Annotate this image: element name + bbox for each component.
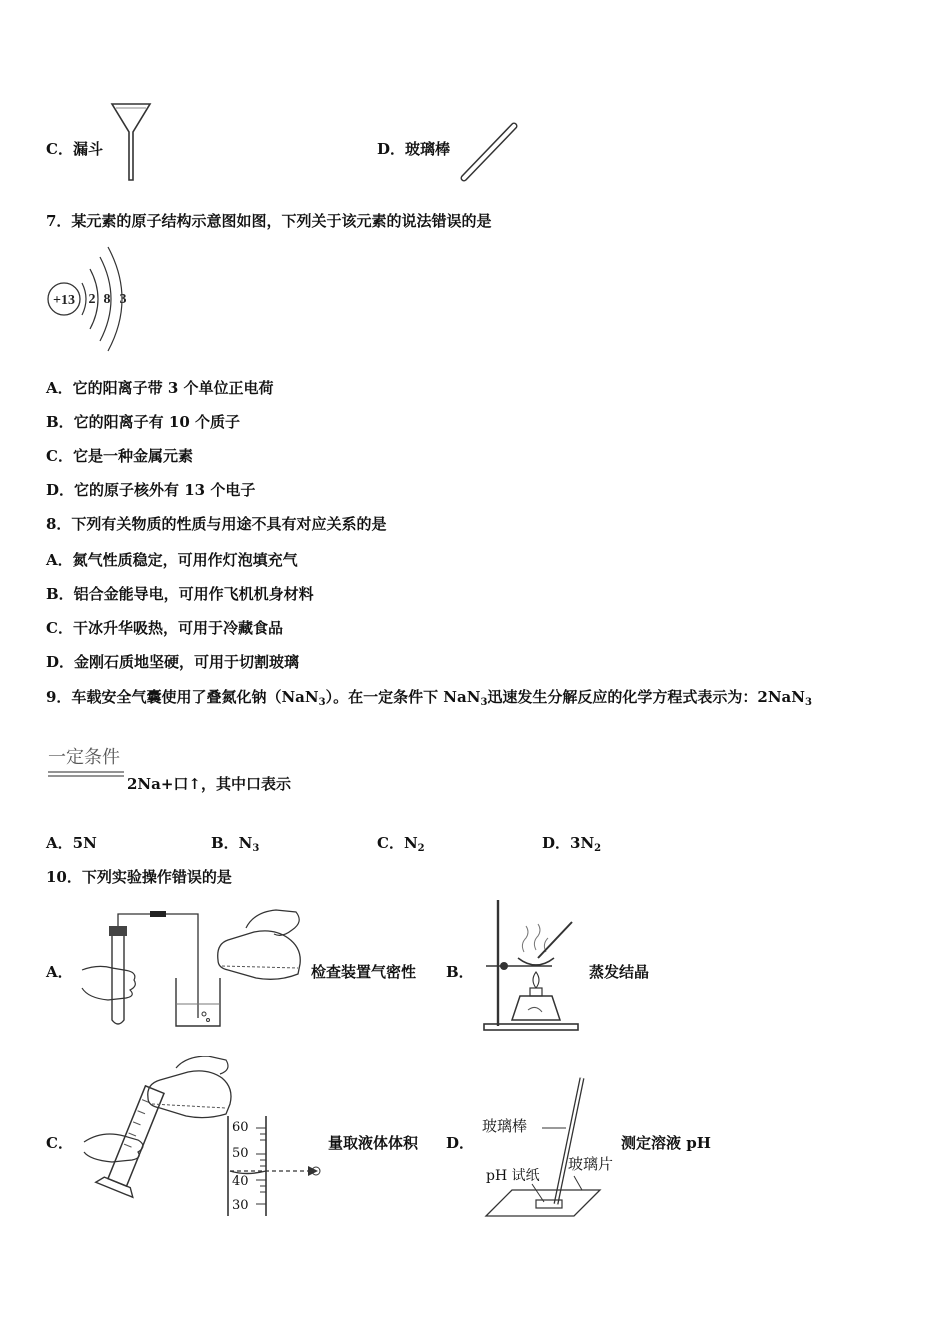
atom-shell-1: 2 [88, 292, 96, 307]
q9-products: 2Na+口↑，其中口表示 [127, 775, 292, 793]
q7-option-c: C．它是一种金属元素 [46, 447, 193, 465]
tick-60: 60 [232, 1120, 249, 1135]
q9-option-b: B．$N_3$ [211, 834, 260, 854]
atom-shell-3: 3 [119, 292, 127, 307]
option-c-funnel-label: C．漏斗 [46, 140, 103, 158]
q10-d-letter: D． [446, 1134, 475, 1152]
q8-option-b: B．铝合金能导电，可用作飞机机身材料 [46, 585, 314, 603]
q9-option-c: C．$N_2$ [377, 834, 425, 854]
q7-option-d: D．它的原子核外有 13 个电子 [46, 481, 256, 499]
q8-option-c: C．干冰升华吸热，可用于冷藏食品 [46, 619, 283, 637]
atom-structure-diagram [44, 245, 140, 353]
ph-test-illustration [482, 1074, 614, 1220]
q10-c-caption: 量取液体体积 [328, 1134, 419, 1152]
atom-shell-2: 8 [103, 292, 111, 307]
q10-b-letter: B． [446, 963, 474, 981]
cylinder-scale-reading [226, 1116, 326, 1218]
glass-rod-icon [458, 120, 520, 184]
liquid-pouring-illustration [76, 1056, 236, 1204]
q7-option-a: A．它的阳离子带 3 个单位正电荷 [46, 379, 274, 397]
tick-40: 40 [232, 1174, 249, 1189]
q9-stem: 9．车载安全气囊使用了叠氮化钠（NaN$_3$）。在一定条件下 NaN$_3$迅速发生分解反应的化学方程式表示为：2NaN$_3$ [46, 688, 812, 708]
reaction-arrow-line [48, 770, 126, 778]
q10-b-caption: 蒸发结晶 [589, 963, 650, 981]
label-glass-rod: 玻璃棒 [482, 1117, 528, 1135]
label-glass-plate: 玻璃片 [568, 1155, 614, 1173]
q8-option-a: A．氮气性质稳定，可用作灯泡填充气 [46, 551, 298, 569]
q7-stem: 7．某元素的原子结构示意图如图，下列关于该元素的说法错误的是 [46, 212, 492, 230]
q7-option-b: B．它的阳离子有 10 个质子 [46, 413, 240, 431]
q9-option-d: D．$3N_2$ [542, 834, 602, 854]
q10-d-caption: 测定溶液 pH [621, 1134, 711, 1152]
tick-30: 30 [232, 1198, 249, 1213]
airtightness-check-illustration [78, 908, 308, 1032]
evaporation-illustration [482, 896, 582, 1032]
reaction-condition-label: 一定条件 [48, 747, 120, 768]
q8-stem: 8．下列有关物质的性质与用途不具有对应关系的是 [46, 515, 387, 533]
atom-nucleus-charge: +13 [53, 293, 75, 308]
tick-50: 50 [232, 1146, 249, 1161]
q10-a-letter: A． [46, 963, 73, 981]
funnel-icon [110, 102, 154, 184]
option-d-glass-rod-label: D．玻璃棒 [377, 140, 451, 158]
q10-stem: 10．下列实验操作错误的是 [46, 868, 232, 886]
q9-option-a: A．5N [46, 834, 97, 852]
q8-option-d: D．金刚石质地坚硬，可用于切割玻璃 [46, 653, 300, 671]
label-ph-paper: pH 试纸 [486, 1168, 540, 1184]
q10-a-caption: 检查装置气密性 [311, 963, 417, 981]
q10-c-letter: C． [46, 1134, 73, 1152]
